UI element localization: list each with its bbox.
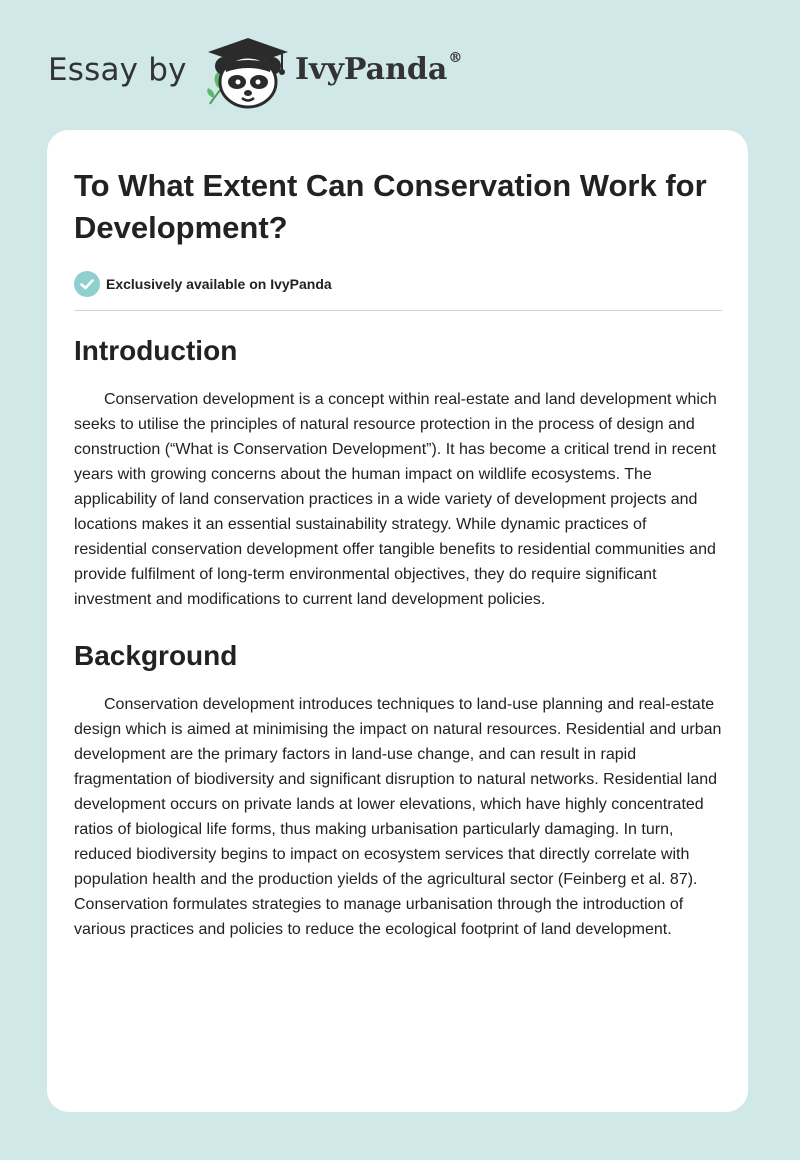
section-introduction	[74, 333, 722, 612]
section-paragraph: Conservation development is a concept within real-estate and land development which seeks to utilise the principles of natural resource protection in the process of design and construction (“What is Conservation Development”). It has become a critical trend in recent years with growing concerns about the human impact on wildlife ecosystems. The applicability of land conservation practices in a wide variety of development projects and locations makes it an essential sustainability strategy. While dynamic practices of residential conservation development offer tangible benefits to residential communities and provide fulfilment of long-term environmental objectives, they do require significant investment and modifications to current land development policies.	[74, 391, 717, 608]
check-circle-icon	[74, 271, 100, 297]
badge-text: Exclusively available on IvyPanda	[106, 276, 332, 292]
brand-name: IvyPanda®	[295, 50, 463, 87]
brand-prefix: Essay by	[48, 52, 187, 88]
site-header	[48, 34, 468, 114]
page-title: To What Extent Can Conservation Work for Development?	[74, 168, 707, 245]
section-heading: Background	[74, 640, 238, 671]
panda-graduation-cap-icon	[204, 36, 294, 110]
registered-mark: ®	[448, 50, 463, 66]
section-paragraph: Conservation development introduces techniques to land-use planning and real-estate design which is aimed at minimising the impact on natural resources. Residential and urban development are the primary factors in land-use change, and can result in rapid fragmentation of biodiversity and significant disruption to natural networks. Residential land development occurs on private lands at lower elevations, which have highly concentrated ratios of biological life forms, thus making urbanisation particularly damaging. In turn, reduced biodiversity begins to impact on ecosystem services that directly correlate with population health and the production yields of the agricultural sector (Feinberg et al. 87). Conservation formulates strategies to manage urbanisation through the introduction of various practices and policies to reduce the ecological footprint of land development.	[74, 696, 722, 938]
divider	[74, 310, 722, 311]
essay-card	[47, 130, 748, 1112]
section-background	[74, 638, 722, 942]
section-heading: Introduction	[74, 335, 238, 366]
exclusive-badge	[74, 270, 722, 298]
